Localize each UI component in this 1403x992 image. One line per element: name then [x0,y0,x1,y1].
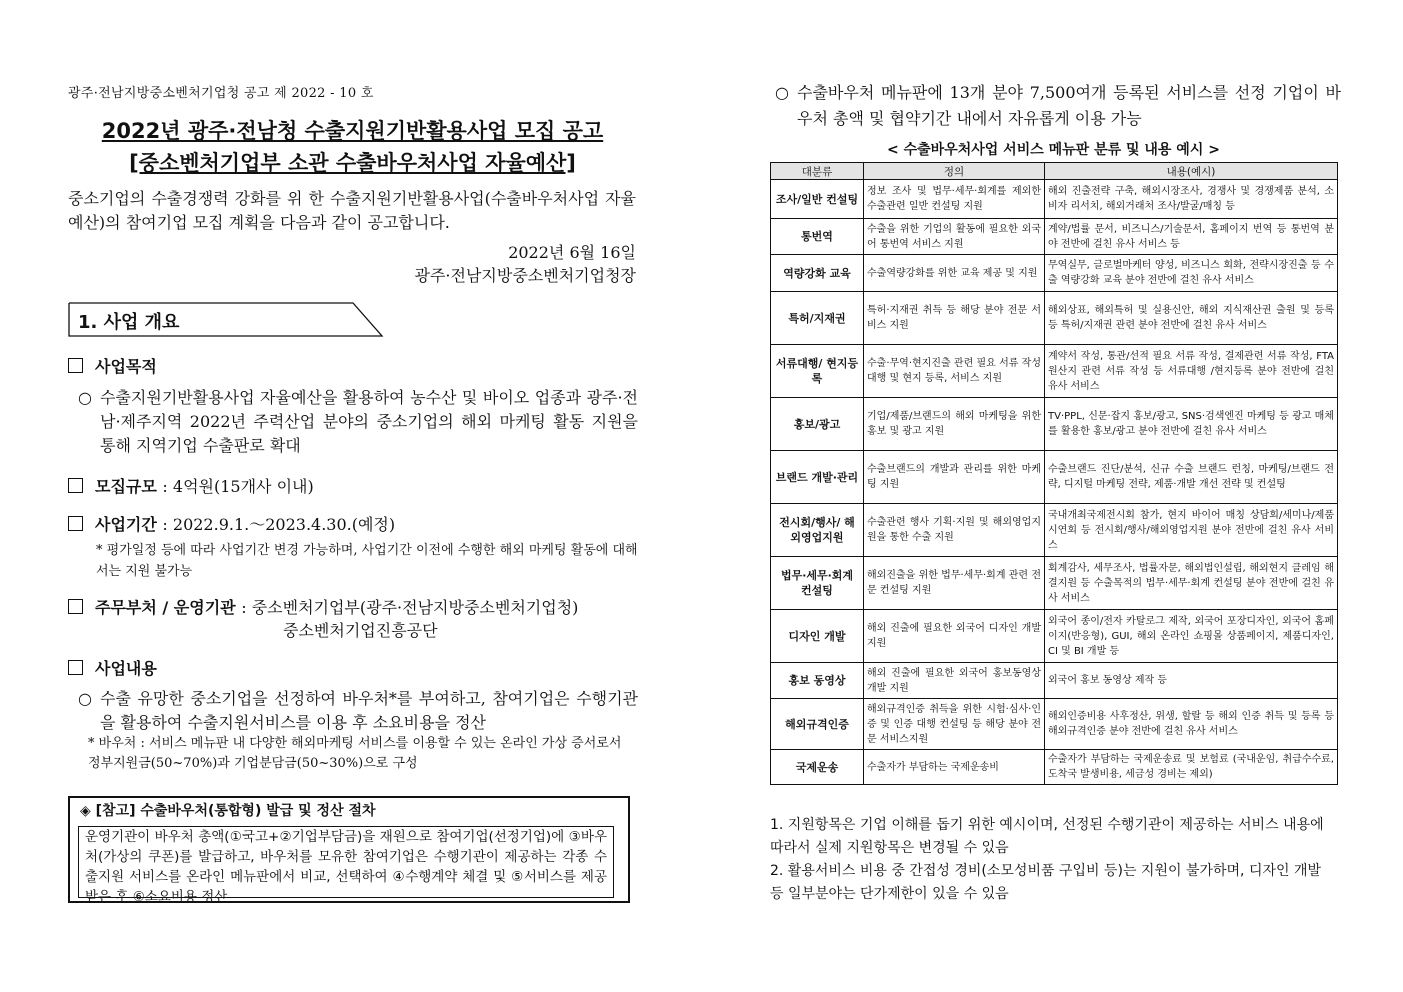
dept-value: : 중소벤처기업부(광주·전남지방중소벤처기업청) [241,598,579,617]
row-category: 브랜드 개발·관리 [771,451,864,504]
row-example: 해외상표, 해외특허 및 실용신안, 해외 지식재산권 출원 및 등록 등 특허/지재권 관련 분야 전반에 걸친 유사 서비스 [1045,292,1338,345]
header-example: 내용(예시) [1045,163,1338,180]
row-definition: 수출역량강화를 위한 교육 제공 및 지원 [864,255,1045,292]
row-definition: 특허·지재권 취득 등 해당 분야 전문 서비스 지원 [864,292,1045,345]
footnotes [770,814,1338,906]
table-title: < 수출바우처사업 서비스 메뉴판 분류 및 내용 예시 > [887,142,1220,158]
row-category: 홍보 동영상 [771,663,864,699]
table-row [771,255,1338,292]
operating-agency: 중소벤처기업진흥공단 [283,621,438,640]
row-example: 회계감사, 세무조사, 법률자문, 해외법인설립, 해외현지 클레임 해결지원 등 수출목적의 법무·세무·회계 컨설팅 분야 전반에 걸친 유사 서비스 [1045,557,1338,610]
table-row [771,663,1338,699]
dept-heading-label: 주무부처 / 운영기관 [95,598,236,617]
row-category: 역량강화 교육 [771,255,864,292]
intro-paragraph: 중소기업의 수출경쟁력 강화를 위 한 수출지원기반활용사업(수출바우처사업 자율예산)의 참여기업 모집 계획을 다음과 같이 공고합니다. [68,189,636,232]
period-heading-label: 사업기간 [95,515,157,534]
row-example: TV·PPL, 신문·잡지 홍보/광고, SNS·검색엔진 마케팅 등 광고 매체를 활용한 홍보/광고 분야 전반에 걸친 유사 서비스 [1045,398,1338,451]
table-row [771,557,1338,610]
checkbox-square-icon [68,478,83,493]
row-definition: 해외규격인증 취득을 위한 시험·심사·인증 및 인증 대행 컨설팅 등 해당 분야 전문 서비스지원 [864,699,1045,750]
period-note: * 평가일정 등에 따라 사업기간 변경 가능하며, 사업기간 이전에 수행한 해외 마케팅 활동에 대해서는 지원 불가능 [96,543,638,579]
row-example: 계약서 작성, 통관/선적 필요 서류 작성, 결제관련 서류 작성, FTA원산지 관련 서류 작성 등 서류대행 /현지등록 분야 전반에 걸친 유사 서비스 [1045,345,1338,398]
checkbox-square-icon [68,516,83,531]
table-row [771,219,1338,255]
footnote: 2. 활용서비스 비용 중 간접성 경비(소모성비품 구입비 등)는 지원이 불가하며, 디자인 개발 등 일부분야는 단가제한이 있을 수 있음 [770,863,1322,902]
row-example: 계약/법률 문서, 비즈니스/기술문서, 홈페이지 번역 등 통번역 분야 전반에 걸친 유사 서비스 등 [1045,219,1338,255]
scale-heading [68,474,314,497]
row-example: 해외인증비용 사후정산, 위생, 할랄 등 해외 인증 취득 및 등록 등 해외규격인증 분야 전반에 걸친 유사 서비스 [1045,699,1338,750]
table-row [771,180,1338,219]
row-category: 서류대행/ 현지등록 [771,345,864,398]
row-definition: 해외 진출에 필요한 외국어 디자인 개발 지원 [864,610,1045,663]
section-heading [68,302,381,336]
row-definition: 수출관련 행사 기획·지원 및 해외영업지원을 통한 수출 지원 [864,504,1045,557]
row-category: 통번역 [771,219,864,255]
row-category: 국제운송 [771,750,864,785]
purpose-heading-label: 사업목적 [95,357,157,376]
header-category: 대분류 [771,163,864,180]
row-definition: 수출자가 부담하는 국제운송비 [864,750,1045,785]
table-row [771,398,1338,451]
content-heading [68,656,157,679]
row-example: 외국어 종이/전자 카탈로그 제작, 외국어 포장디자인, 외국어 홈페이지(반응형), GUI, 해외 온라인 쇼핑몰 상품페이지, 제품디자인, CI 및 BI 개발 등 [1045,610,1338,663]
row-example: 수출자가 부담하는 국제운송료 및 보험료 (국내운임, 취급수수료, 도착국 발생비용, 세금성 경비는 제외) [1045,750,1338,785]
row-category: 디자인 개발 [771,610,864,663]
row-definition: 해외 진출에 필요한 외국어 홍보동영상 개발 지원 [864,663,1045,699]
notice-date: 2022년 6월 16일 [508,243,636,262]
table-row [771,750,1338,785]
row-category: 전시회/행사/ 해외영업지원 [771,504,864,557]
checkbox-square-icon [68,599,83,614]
content-heading-label: 사업내용 [95,659,157,678]
footnote: 1. 지원항목은 기업 이해를 돕기 위한 예시이며, 선정된 수행기관이 제공하는 서비스 내용에 따라서 실제 지원항목은 변경될 수 있음 [770,817,1324,856]
service-menu-table [770,162,1338,785]
voucher-note: * 바우처 : 서비스 메뉴판 내 다양한 해외마케팅 서비스를 이용할 수 있는 온라인 가상 증서로서 정부지원금(50~70%)과 기업분담금(50~30%)으로 구성 [88,736,622,771]
row-category: 해외규격인증 [771,699,864,750]
table-row [771,699,1338,750]
header-definition: 정의 [864,163,1045,180]
row-example: 수출브랜드 진단/분석, 신규 수출 브랜드 런칭, 마케팅/브랜드 전략, 디지털 마케팅 전략, 제품·개발 개선 전략 및 컨설팅 [1045,451,1338,504]
table-header-row [771,163,1338,180]
section-title: 1. 사업 개요 [78,312,180,333]
scale-value: : 4억원(15개사 이내) [162,477,314,496]
page-subtitle: [중소벤처기업부 소관 수출바우처사업 자율예산] [129,151,576,175]
row-definition: 해외진출을 위한 법무·세무·회계 관련 전문 컨설팅 지원 [864,557,1045,610]
reference-title: ◈ [참고] 수출바우처(통합형) 발급 및 정산 절차 [80,803,376,819]
row-example: 외국어 홍보 동영상 제작 등 [1045,663,1338,699]
table-row [771,292,1338,345]
circle-bullet: ○ [775,83,789,102]
table-row [771,451,1338,504]
row-definition: 수출·무역·현지진출 관련 필요 서류 작성 대행 및 현지 등록, 서비스 지원 [864,345,1045,398]
reference-text: 운영기관이 바우처 총액(①국고+②기업부담금)을 재원으로 참여기업(선정기업)에 ③바우처(가상의 쿠폰)를 발급하고, 바우처를 모유한 참여기업은 수행기관이 제공하는 각종 수출지원 서비스를 온라인 메뉴판에서 비교, 선택하여 ④수행계약 체결 및 ⑤서비스를 제공받은 후 ⑥소요비용 정산 [78,826,614,898]
row-category: 홍보/광고 [771,398,864,451]
notice-number: 광주·전남지방중소벤처기업청 공고 제 2022 - 10 호 [68,86,374,101]
dept-heading [68,595,578,618]
row-category: 조사/일반 컨설팅 [771,180,864,219]
table-row [771,610,1338,663]
row-definition: 기업/제품/브랜드의 해외 마케팅을 위한 홍보 및 광고 지원 [864,398,1045,451]
table-row [771,345,1338,398]
row-definition: 수출브랜드의 개발과 관리를 위한 마케팅 지원 [864,451,1045,504]
scale-heading-label: 모집규모 [95,477,157,496]
period-heading [68,512,395,535]
voucher-intro-item [775,80,1341,132]
content-item [78,687,638,735]
period-value: : 2022.9.1.～2023.4.30.(예정) [162,515,396,534]
purpose-heading [68,354,157,377]
row-definition: 수출을 위한 기업의 활동에 필요한 외국어 통번역 서비스 지원 [864,219,1045,255]
table-row [771,504,1338,557]
checkbox-square-icon [68,660,83,675]
purpose-text: 수출지원기반활용사업 자율예산을 활용하여 농수산 및 바이오 업종과 광주·전남·제주지역 2022년 주력산업 분야의 중소기업의 해외 마케팅 활동 지원을 통해 지역기업 수출판로 확대 [100,388,638,455]
row-example: 무역실무, 글로벌마케터 양성, 비즈니스 회화, 전략시장진출 등 수출 역량강화 교육 분야 전반에 걸친 유사 서비스 [1045,255,1338,292]
issuer-name: 광주·전남지방중소벤처기업청장 [414,266,636,285]
page-title: 2022년 광주·전남청 수출지원기반활용사업 모집 공고 [101,119,604,143]
circle-bullet: ○ [78,689,92,708]
voucher-intro-text: 수출바우처 메뉴판에 13개 분야 7,500여개 등록된 서비스를 선정 기업이 바우처 총액 및 협약기간 내에서 자유롭게 이용 가능 [797,83,1341,128]
row-category: 특허/지재권 [771,292,864,345]
row-category: 법무·세무·회계 컨설팅 [771,557,864,610]
checkbox-square-icon [68,358,83,373]
row-definition: 정보 조사 및 법무·세무·회계를 제외한 수출관련 일반 컨설팅 지원 [864,180,1045,219]
reference-box [68,796,630,903]
circle-bullet: ○ [78,388,92,407]
purpose-item [78,386,638,458]
row-example: 국내개최국제전시회 참가, 현지 바이어 매칭 상담회/세미나/제품시연회 등 전시회/행사/해외영업지원 분야 전반에 걸친 유사 서비스 [1045,504,1338,557]
row-example: 해외 진출전략 구축, 해외시장조사, 경쟁사 및 경쟁제품 분석, 소비자 리서치, 해외거래처 조사/발굴/매칭 등 [1045,180,1338,219]
content-text: 수출 유망한 중소기업을 선정하여 바우처*를 부여하고, 참여기업은 수행기관을 활용하여 수출지원서비스를 이용 후 소요비용을 정산 [100,689,638,732]
